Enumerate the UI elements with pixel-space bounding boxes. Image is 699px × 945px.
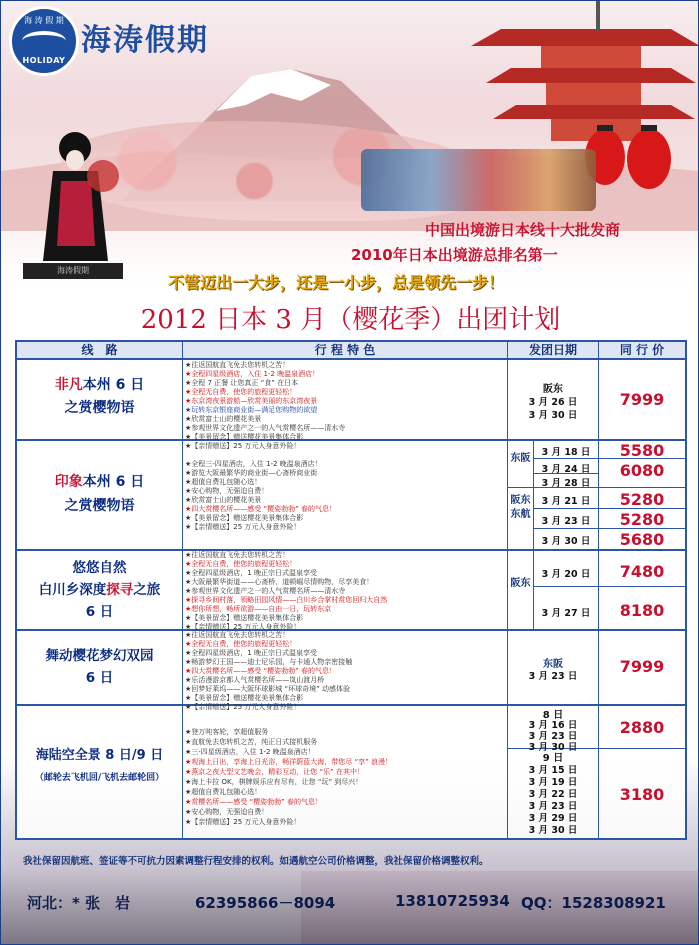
header-route: 线 路: [81, 343, 118, 357]
feature-item: ★直航免去您转机之苦，纯正日式接机服务: [185, 738, 318, 746]
departure-date: 3 月 23 日: [541, 516, 591, 527]
contact-person: 河北：* 张 岩: [27, 894, 131, 912]
feature-item: ★欣赏富士山的樱花美景: [185, 496, 262, 504]
group-label: 阪东东航: [510, 495, 531, 520]
group-label: 9 日: [542, 753, 564, 764]
geisha-doll-icon: [23, 126, 123, 266]
feature-item: ★【美景留念】赠送樱花美景集体合影: [185, 614, 304, 622]
feature-item: ★【亲情赠送】25 万元人身意外险！: [185, 523, 301, 531]
departure-date: 3 月 30 日: [528, 410, 578, 421]
contact-mobile: 13810725934: [395, 892, 510, 910]
price: 7999: [619, 657, 665, 676]
route-line: 舞动樱花梦幻双园: [45, 648, 154, 664]
route-name: [17, 557, 182, 623]
route-highlight: 印象: [54, 474, 83, 490]
feature-item: ★超值自费礼包随心选！: [185, 788, 262, 796]
price: 7480: [619, 562, 665, 581]
price: 5280: [619, 490, 665, 509]
route-line: 白川乡深度: [38, 582, 107, 598]
departure-date: 3 月 22 日: [528, 789, 578, 800]
feature-item: ★三-四星级酒店，入住 1-2 晚温泉酒店！: [185, 748, 315, 756]
feature-item: ★欣赏富士山的樱花美景: [185, 415, 262, 423]
feature-item: ★参观世界文化遗产之一的人气赏樱名所——清水寺: [185, 424, 346, 432]
price: 6080: [619, 461, 665, 480]
feature-item: ★【亲情赠送】25 万元人身意外险！: [185, 818, 301, 826]
departure-date: 3 月 30 日: [528, 825, 578, 836]
feature-item: ★全程三-四星酒店，入住 1-2 晚温泉酒店！: [185, 460, 322, 468]
feature-item: ★全程无自费，使您的旅程更轻松！: [185, 640, 297, 648]
feature-item: ★参观世界文化遗产之一的人气赏樱名所——清水寺: [185, 587, 346, 595]
price: 5280: [619, 510, 665, 529]
route-name: [17, 470, 182, 518]
feature-item: ★游览大阪最繁华的商业街—心斋桥商业街: [185, 469, 318, 477]
features-list: [185, 631, 505, 712]
feature-item: ★海上卡拉 OK，棋牌娱乐应有尽有，让您 “玩” 到尽兴！: [185, 778, 363, 786]
header-dates: 发团日期: [528, 343, 577, 357]
brand-name: 海涛假期: [81, 23, 209, 58]
feature-item: ★安心购物，无强迫自费！: [185, 487, 269, 495]
departure-date: 3 月 24 日: [541, 464, 591, 475]
departure-date: 3 月 20 日: [541, 569, 591, 580]
feature-item: ★全程四星级酒店，1 晚正宗日式温泉享受: [185, 649, 317, 657]
feature-item: ★想你所想，畅所欲游——自由一日，玩转东京: [185, 605, 332, 613]
feature-item: ★【美景留念】赠送樱花美景集体合影: [185, 514, 304, 522]
route-highlight: 非凡: [54, 377, 83, 393]
tagline-wholesaler: 中国出境游日本线十大批发商: [425, 221, 621, 239]
departure-date: 3 月 28 日: [541, 478, 591, 489]
departure-date: 3 月 21 日: [541, 496, 591, 507]
departure-date: 3 月 30 日: [541, 536, 591, 547]
feature-item: ★超值自费礼包随心选！: [185, 478, 262, 486]
route-line: 6 日: [85, 604, 114, 620]
feature-item: ★四大赏樱名所——感受 “樱姿勃勃” 春的气息！: [185, 505, 336, 513]
price: 3180: [619, 785, 665, 804]
features-list: [185, 551, 505, 632]
feature-item: ★【亲情赠送】25 万元人身意外险！: [185, 623, 301, 631]
feature-item: ★【美景留念】赠送樱花美景集体合影: [185, 433, 304, 441]
route-line: 6 日: [85, 670, 114, 686]
feature-item: ★安心购物，无强迫自费！: [185, 808, 269, 816]
japan-photo-collage: [361, 149, 596, 211]
lantern-icon: [583, 121, 675, 191]
route-name: [17, 374, 182, 420]
departure-date: 3 月 29 日: [528, 813, 578, 824]
route-line: 之赏樱物语: [64, 498, 135, 514]
plan-title: 2012 日本 3 月（樱花季）出团计划: [140, 305, 561, 335]
route-highlight: 探寻: [106, 582, 134, 598]
feature-item: ★全程 7 正餐 让您真正 “食” 在日本: [185, 379, 299, 387]
route-line: 海陆空全景 8 日/9 日: [35, 748, 164, 763]
route-line: 本州 6 日: [82, 474, 145, 490]
feature-item: ★大阪最繁华街道——心斋桥，道顿崛尽情购物，尽享美食！: [185, 578, 374, 586]
departure-date: 3 月 23 日: [528, 671, 578, 682]
route-line: 之旅: [133, 582, 161, 598]
features-list: [185, 361, 505, 451]
price: 7999: [619, 390, 665, 409]
group-label: 阪东: [543, 384, 563, 395]
feature-item: ★燕京之夜大型文艺晚会，精彩互动，让您 “乐” 在其中！: [185, 768, 364, 776]
tour-table: [15, 340, 687, 840]
doll-base-label: 海涛假期: [23, 263, 123, 279]
feature-item: ★全程无自费，使您的旅程更轻松！: [185, 388, 297, 396]
departure-date: 3 月 16 日: [528, 720, 578, 731]
group-label: 阪东: [510, 578, 531, 589]
contact-bar: [19, 892, 689, 918]
departure-date: 3 月 30 日: [528, 742, 578, 753]
group-label: 8 日: [542, 710, 564, 721]
logo-en-text: HOLIDAY: [22, 56, 66, 65]
feature-item: ★往返国航直飞免去您转机之苦！: [185, 631, 290, 639]
route-line: 本州 6 日: [82, 377, 145, 393]
row-divider: [534, 586, 685, 587]
departure-date: 3 月 23 日: [528, 731, 578, 742]
price: 5680: [619, 530, 665, 549]
feature-item: ★乐活漫游京都人气赏樱名所——岚山渡月桥: [185, 676, 325, 684]
feature-item: ★四大赏樱名所——感受 “樱姿勃勃” 春的气息！: [185, 667, 336, 675]
group-label: 东阪: [543, 659, 563, 670]
tagline-ranking: 2010年日本出境游总排名第一: [351, 246, 558, 264]
wave-icon: [22, 31, 66, 51]
feature-item: ★玩转东京银座商业街—满足您购物的欲望: [185, 406, 318, 414]
feature-item: ★回梦好莱坞——大阪环球影城 “环球奇境” 动感体验: [185, 685, 350, 693]
brand-logo: [9, 6, 79, 76]
logo-cn-text: 海 涛 假 期: [24, 16, 64, 25]
feature-item: ★登万吨客轮，享超值服务: [185, 728, 269, 736]
departure-date: 3 月 15 日: [528, 765, 578, 776]
feature-item: ★往返国航直飞免去您转机之苦！: [185, 551, 290, 559]
feature-item: ★赏樱名所——感受 “樱姿勃勃” 春的气息！: [185, 798, 322, 806]
header-price: 同 行 价: [619, 343, 665, 357]
feature-item: ★东京湾夜景游船—欣赏美丽的东京湾夜景: [185, 397, 318, 405]
departure-date: 3 月 26 日: [528, 397, 578, 408]
price: 5580: [619, 441, 665, 460]
features-list: [185, 460, 505, 532]
group-label: 东阪: [510, 453, 531, 464]
feature-item: ★【亲情赠送】25 万元人身意外险！: [185, 703, 301, 711]
feature-item: ★【亲情赠送】25 万元人身意外险！: [185, 442, 301, 450]
departure-date: 3 月 19 日: [528, 777, 578, 788]
price: 8180: [619, 601, 665, 620]
route-line: （邮轮去飞机回/飞机去邮轮回）: [34, 773, 165, 783]
tagline-slogan: 不管迈出一大步，还是一小步，总是领先一步！: [168, 273, 505, 292]
feature-item: ★畅游梦幻王国——迪士尼乐园，与卡通人物亲密接触: [185, 658, 353, 666]
route-line: 之赏樱物语: [64, 400, 135, 416]
feature-item: ★观海上日出，享海上日光浴，畅徉蔚蓝大海，带您尽 “享” 浪漫！: [185, 758, 392, 766]
feature-item: ★全程四星级酒店，入住 1-2 晚温泉酒店！: [185, 370, 320, 378]
features-list: [185, 727, 505, 827]
col-divider: [598, 342, 599, 838]
disclaimer-note: 我社保留因航班、签证等不可抗力因素调整行程安排的权利。如遇航空公司价格调整，我社保留价格调整权利。: [23, 856, 489, 867]
route-line: 悠悠自然: [72, 560, 127, 576]
price: 2880: [619, 718, 665, 737]
departure-date: 3 月 27 日: [541, 608, 591, 619]
header-features: 行 程 特 色: [314, 343, 376, 357]
route-name: [17, 745, 182, 789]
feature-item: ★往返国航直飞免去您转机之苦！: [185, 361, 290, 369]
route-name: [17, 645, 182, 689]
feature-item: ★全程四星级酒店，1 晚正宗日式温泉享受: [185, 569, 317, 577]
departure-date: 3 月 18 日: [541, 447, 591, 458]
col-divider: [182, 342, 183, 838]
feature-item: ★【美景留念】赠送樱花美景集体合影: [185, 694, 304, 702]
table-header: [17, 342, 685, 360]
contact-phone: 62395866－8094: [195, 894, 336, 912]
feature-item: ★全程无自费，使您的旅程更轻松！: [185, 560, 297, 568]
contact-qq: QQ：1528308921: [521, 894, 666, 912]
departure-date: 3 月 23 日: [528, 801, 578, 812]
feature-item: ★探寻乡间村落，领略田园风情——白川乡合掌村赏您回归大自然: [185, 596, 388, 604]
